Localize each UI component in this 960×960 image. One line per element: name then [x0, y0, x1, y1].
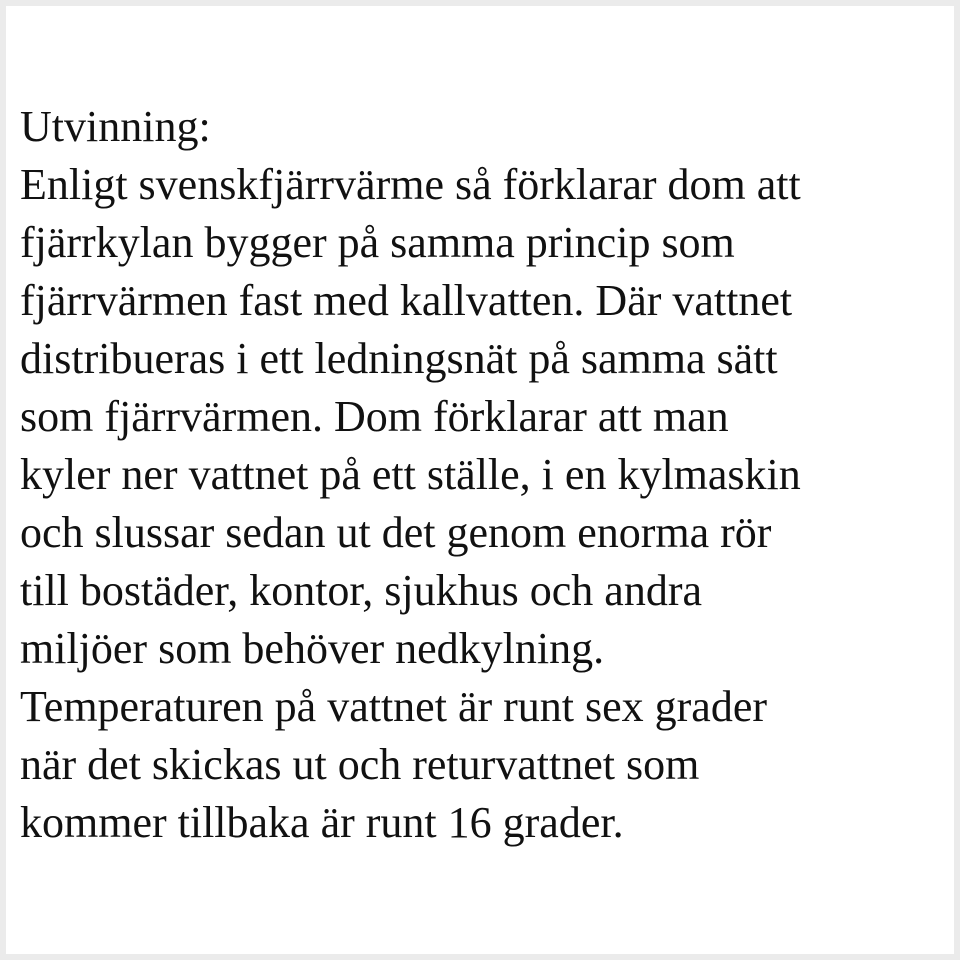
body-line: fjärrvärmen fast med kallvatten. Där vattnet — [20, 276, 793, 325]
section-heading: Utvinning: — [20, 102, 211, 151]
body-line: Enligt svenskfjärrvärme så förklarar dom att — [20, 160, 801, 209]
body-line: som fjärrvärmen. Dom förklarar att man — [20, 392, 729, 441]
body-line: distribueras i ett ledningsnät på samma sätt — [20, 334, 778, 383]
body-line: kommer tillbaka är runt 16 grader. — [20, 798, 624, 847]
body-line: kyler ner vattnet på ett ställe, i en kylmaskin — [20, 450, 801, 499]
body-line: miljöer som behöver nedkylning. — [20, 624, 605, 673]
body-line: fjärrkylan bygger på samma princip som — [20, 218, 735, 267]
body-line: till bostäder, kontor, sjukhus och andra — [20, 566, 703, 615]
document-body — [20, 98, 940, 852]
body-line: och slussar sedan ut det genom enorma rör — [20, 508, 772, 557]
body-line: Temperaturen på vattnet är runt sex grader — [20, 682, 768, 731]
document-page — [6, 6, 954, 954]
body-line: när det skickas ut och returvattnet som — [20, 740, 700, 789]
